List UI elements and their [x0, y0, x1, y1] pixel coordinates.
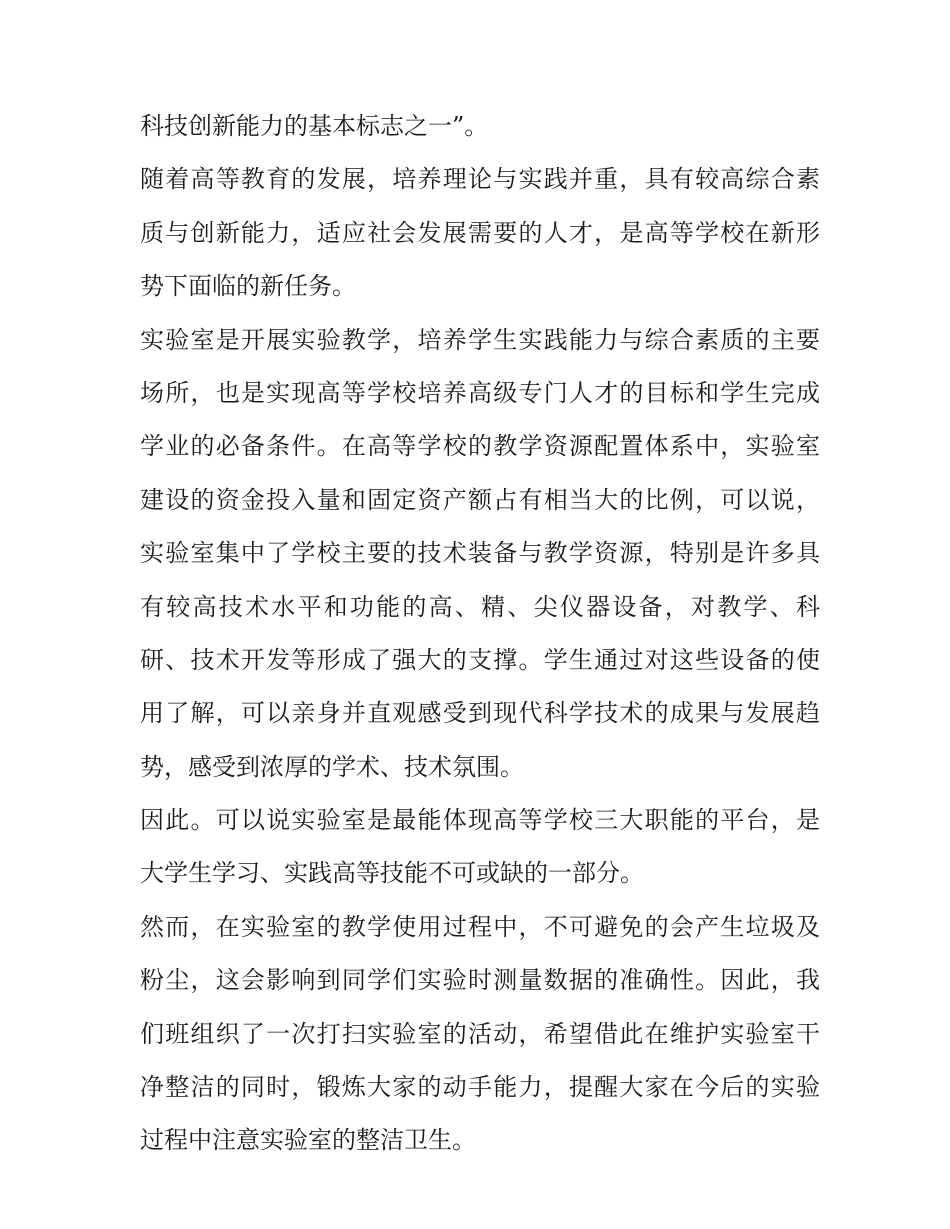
text-line: 过程中注意实验室的整洁卫生。 — [140, 1126, 476, 1155]
text-line: 建设的资金投入量和固定资产额占有相当大的比例，可以说， — [140, 485, 820, 514]
text-line: 场所，也是实现高等学校培养高级专门人才的目标和学生完成 — [140, 378, 820, 407]
text-line: 势下面临的新任务。 — [140, 272, 356, 301]
text-line: 随着高等教育的发展，培养理论与实践并重，具有较高综合素 — [140, 165, 820, 194]
text-line: 实验室是开展实验教学，培养学生实践能力与综合素质的主要 — [140, 325, 820, 354]
text-line: 然而，在实验室的教学使用过程中，不可避免的会产生垃圾及 — [140, 912, 820, 941]
text-line: 势，感受到浓厚的学术、技术氛围。 — [140, 752, 524, 781]
text-line: 科技创新能力的基本标志之一”。 — [140, 112, 489, 140]
text-line: 学业的必备条件。在高等学校的教学资源配置体系中，实验室 — [140, 432, 820, 461]
text-line: 有较高技术水平和功能的高、精、尖仪器设备，对教学、科 — [140, 592, 820, 621]
body-text — [140, 100, 820, 1168]
text-line: 大学生学习、实践高等技能不可或缺的一部分。 — [140, 859, 644, 888]
text-line: 净整洁的同时，锻炼大家的动手能力，提醒大家在今后的实验 — [140, 1073, 820, 1102]
text-line: 们班组织了一次打扫实验室的活动，希望借此在维护实验室干 — [140, 1019, 820, 1048]
text-line: 实验室集中了学校主要的技术装备与教学资源，特别是许多具 — [140, 539, 820, 568]
text-line: 质与创新能力，适应社会发展需要的人才，是高等学校在新形 — [140, 218, 820, 247]
text-line: 因此。可以说实验室是最能体现高等学校三大职能的平台，是 — [140, 806, 820, 835]
text-line: 用了解，可以亲身并直观感受到现代科学技术的成果与发展趋 — [140, 699, 820, 728]
text-line: 粉尘，这会影响到同学们实验时测量数据的准确性。因此，我 — [140, 966, 820, 995]
text-line: 研、技术开发等形成了强大的支撑。学生通过对这些设备的使 — [140, 645, 820, 674]
